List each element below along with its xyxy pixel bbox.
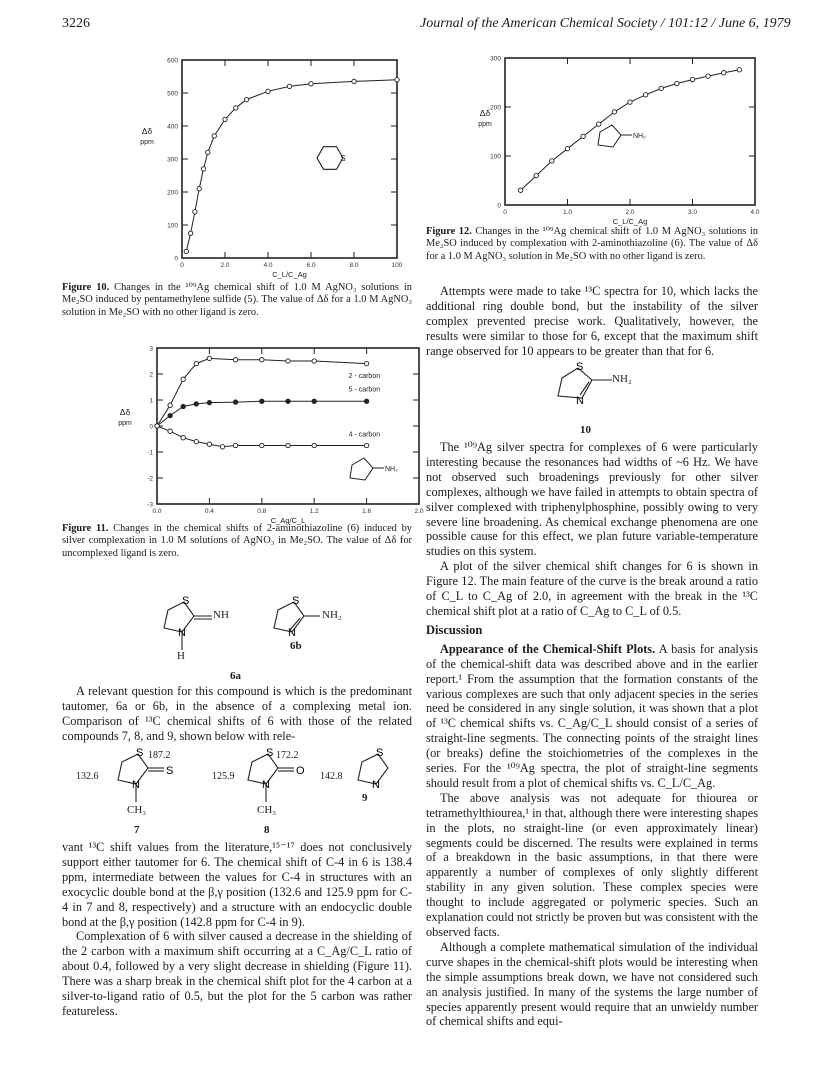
x-tick-label: 0.8 <box>257 508 267 515</box>
fig10-series-point <box>309 82 313 86</box>
compound-6b-label: 6b <box>290 640 302 652</box>
fig11-5-carbon-point <box>181 404 185 408</box>
fig12-series-point <box>659 86 663 90</box>
x-tick-label: 2.0 <box>625 209 635 216</box>
aminothiazoline-ring <box>350 458 373 480</box>
fig11-4-carbon-point <box>233 443 237 447</box>
x-tick-label: 2.0 <box>220 262 230 269</box>
left-para-1: A relevant question for this compound is which is the predominant tautomer, 6a or 6b, in the absence of a complexing metal ion. Comparison of ¹³C chemical shifts of 6 with those of the related compounds 7, 8, and 9, shown below with rele- <box>62 684 412 743</box>
structures-7-8-9 <box>62 744 412 824</box>
y-tick-label: 600 <box>167 57 178 65</box>
x-tick-label: 4.0 <box>263 262 273 269</box>
fig11-2-carbon-point <box>194 361 198 365</box>
fig12-series-point <box>706 74 710 78</box>
x-tick-label: 0 <box>503 209 507 216</box>
fig12-series-point <box>643 93 647 97</box>
svg-text:S: S <box>136 747 144 759</box>
y-tick-label: -3 <box>147 501 153 509</box>
shift-8-c2: 172.2 <box>276 750 299 761</box>
fig10-series-point <box>223 117 227 121</box>
y-tick-label: -1 <box>147 449 153 457</box>
fig12-series-point <box>550 159 554 163</box>
compound-8-label: 8 <box>264 824 270 836</box>
fig11-4-carbon-point <box>364 443 368 447</box>
fig12-series-point <box>675 81 679 85</box>
fig11-4-carbon-point <box>260 443 264 447</box>
figure-10-caption: Figure 10. Changes in the ¹⁰⁹Ag chemical shift of 1.0 M AgNO₃ solutions in Me₂SO induced by pentamethylene sulfide (5). The value of Δδ for a 1.0 M AgNO₃ solution in Me₂SO with no other ligand is zero. <box>62 282 412 318</box>
pentamethylene-sulfide-ring <box>317 147 346 170</box>
fig11-2-carbon-point <box>168 403 172 407</box>
fig11-5-carbon-point <box>364 399 368 403</box>
fig11-5-carbon-line <box>157 401 367 426</box>
y-tick-label: 1 <box>149 397 153 405</box>
figure-11-chart <box>62 340 424 525</box>
y-tick-label: 2 <box>149 371 153 379</box>
8-ch3-label: CH₃ <box>257 804 277 816</box>
fig11-ylabel: Δδ ppm <box>118 407 132 427</box>
fig10-series-point <box>244 97 248 101</box>
x-tick-label: 0.4 <box>204 508 214 515</box>
fig12-series-point <box>534 173 538 177</box>
y-tick-label: 200 <box>167 189 178 197</box>
page-number: 3226 <box>62 16 90 31</box>
fig10-series-point <box>184 249 188 253</box>
structure-10 <box>540 358 660 418</box>
discussion-heading: Discussion <box>426 622 483 637</box>
figure-12-caption: Figure 12. Changes in the ¹⁰⁹Ag chemical shift of 1.0 M AgNO₃ solutions in Me₂SO induced by complexation with 2-aminothiazoline (6). The value of Δδ for a 1.0 M AgNO₃ solution in Me₂SO with no other ligand is zero. <box>426 226 758 262</box>
x-tick-label: 8.0 <box>349 262 359 269</box>
fig11-2-carbon-point <box>181 377 185 381</box>
compound-10-label: 10 <box>580 424 591 436</box>
inset-nh2-label: NH₂ <box>385 466 398 473</box>
fig11-4-carbon-point <box>155 424 159 428</box>
svg-text:N: N <box>262 779 270 791</box>
svg-text:N: N <box>178 627 186 639</box>
fig11-2-carbon-point <box>260 358 264 362</box>
fig12-series-point <box>690 77 694 81</box>
x-tick-label: 2.0 <box>414 508 424 515</box>
fig12-series-point <box>737 68 741 72</box>
figure-10-chart <box>62 50 412 280</box>
fig12-series-point <box>628 100 632 104</box>
plot-frame <box>505 58 755 205</box>
fig11-5-carbon-point <box>260 399 264 403</box>
fig11-2-carbon-point <box>286 359 290 363</box>
svg-text:S: S <box>376 747 384 759</box>
fig11-4-carbon-point <box>220 445 224 449</box>
fig12-series-point <box>597 122 601 126</box>
left-para-2-3: vant ¹³C shift values from the literature,¹⁵⁻¹⁷ does not conclusively support either tautomer for 6. The chemical shift of C-4 in 6 is 138.4 ppm, intermediate between the values for C-4 in structures with an exocyclic double bond at the β,γ position (132.6 and 125.9 ppm for C-4 in 7 and 8, respectively) and a structure with an endocyclic double bond at the β,γ position (142.8 ppm for C-4 in 9). Complexation of 6 with silver caused a decrease in the shielding of the 2 carbon with a maximum shift occurring at a C_Ag/C_L ratio of about 0.4, followed by a very slight decrease in shielding (Figure 11). There was a sharp break in the chemical shift plot for the 4 carbon at a silver-to-ligand ratio of 0.5, but the plot for the 5 carbon was rather featureless. <box>62 840 412 1018</box>
shift-7-c4: 132.6 <box>76 771 99 782</box>
fig12-series-point <box>722 71 726 75</box>
shift-8-c4: 125.9 <box>212 771 235 782</box>
fig11-4-carbon-point <box>194 439 198 443</box>
runin-heading: Appearance of the Chemical-Shift Plots. <box>440 641 656 656</box>
x-tick-label: 100 <box>391 262 403 269</box>
x-tick-label: 1.2 <box>309 508 319 515</box>
shift-7-c2: 187.2 <box>148 750 171 761</box>
x-tick-label: 3.0 <box>687 209 698 216</box>
svg-text:N: N <box>288 627 296 639</box>
10-nh2-label: NH₂ <box>612 373 632 385</box>
x-axis-label: C_L/C_Ag <box>612 217 648 226</box>
structures-6a-6b <box>140 588 360 678</box>
y-tick-label: -2 <box>147 475 153 483</box>
y-tick-label: 300 <box>167 156 178 164</box>
fig10-series-line <box>186 80 397 252</box>
fig10-series-point <box>212 134 216 138</box>
figure-12-chart <box>470 50 770 230</box>
fig12-series-point <box>518 188 522 192</box>
fig10-series-point <box>193 210 197 214</box>
y-tick-label: 0 <box>497 202 501 210</box>
y-tick-label: 200 <box>490 104 501 112</box>
compound-9-label: 9 <box>362 792 368 804</box>
6a-h-label: H <box>177 650 185 662</box>
fig10-series-point <box>206 150 210 154</box>
fig10-ylabel: Δδ ppm <box>140 126 154 146</box>
svg-text:N: N <box>372 779 380 791</box>
svg-text:S: S <box>166 765 174 777</box>
y-tick-label: 0 <box>149 423 153 431</box>
fig11-4-carbon-point <box>286 443 290 447</box>
fig11-2-carbon-point <box>364 361 368 365</box>
inset-nh2-label: NH₂ <box>633 133 646 140</box>
fig11-4-carbon-point <box>207 442 211 446</box>
journal-header: Journal of the American Chemical Society / 101:12 / June 6, 1979 <box>420 16 791 31</box>
fig10-series-point <box>287 84 291 88</box>
y-tick-label: 0 <box>174 255 178 263</box>
fig11-2-carbon-point <box>312 359 316 363</box>
series-label-5-carbon: 5 - carbon <box>348 386 381 394</box>
svg-text:S: S <box>292 595 300 607</box>
svg-text:S: S <box>182 595 190 607</box>
right-para-1: Attempts were made to take ¹³C spectra for 10, which lacks the additional ring double bond, but the instability of the silver complex prevented precise work. Qualitatively, however, the results were similar to those for 6, except that the maximum shift range observed for 10 appears to be greater than that for 6. <box>426 284 758 358</box>
fig11-5-carbon-point <box>312 399 316 403</box>
compound-7-label: 7 <box>134 824 140 836</box>
y-tick-label: 400 <box>167 123 178 131</box>
x-tick-label: 1.0 <box>562 209 573 216</box>
svg-text:S: S <box>576 361 584 373</box>
fig11-5-carbon-point <box>168 413 172 417</box>
compound-6a-label: 6a <box>230 670 241 682</box>
x-tick-label: 0 <box>180 262 184 269</box>
shift-9-c4: 142.8 <box>320 771 343 782</box>
x-tick-label: 6.0 <box>306 262 316 269</box>
fig10-series-point <box>266 89 270 93</box>
svg-text:S: S <box>266 747 274 759</box>
y-tick-label: 100 <box>490 153 501 161</box>
svg-text:N: N <box>576 395 584 407</box>
fig10-series-point <box>234 106 238 110</box>
right-para-2-3: The ¹⁰⁹Ag silver spectra for complexes of 6 were particularly interesting because the resonances had widths of ~6 Hz. We have not observed such broadenings previously for other silver complexes, although we have failed in attempts to obtain spectra of silver complexed with triphenylphosphine, possibly owing to very severe line broadening. As chemical exchange phenomena are one possible cause for this effect, we plan future variable-temperature studies on this system. A plot of the silver chemical shift changes for 6 is shown in Figure 12. The main feature of the curve is the break around a ratio of C_L to C_Ag of 2.0, in agreement with the break in the ¹³C chemical shift plot at a ratio of C_Ag to C_L of 0.5. Discussion Appearance of the Chemical-Shift Plots. A basis for analysis of the chemical-shift data was described above and in the earlier report.¹ From the assumption that the formation constants of the various complexes are such that only adjacent species in the series need be considered in any single solution, it was shown that a plot of ¹³C chemical shifts vs. C_Ag/C_L should consist of a series of straight-line segments. The connecting points of the straight lines (or breaks) define the stoichiometries of the complexes in the series. For the ¹⁰⁹Ag spectra, the plot of straight-line segments should result from a plot of chemical shifts vs. C_L/C_Ag. The above analysis was not adequate for thiourea or tetramethylthiourea,¹ in that, although there were interesting shapes in the plots, no straight-line (or even approximately linear) segments could be discerned. The results were explained in terms of a breakdown in the basic assumptions, in that there were apparently a number of complexes of only slightly different stability in any given solution. These complex species were thought to include aggregated or polymeric species. Such an explanation could not strictly be proven but was consistent with the observed facts. Although a complete mathematical simulation of the individual curve shapes in the chemical-shift plots would be interesting when the simple assumptions break down, we have not considered such an analysis justified. In many of the systems the large number of species apparently present would require that an unwieldy number of chemical shifts and equi- <box>426 440 758 1029</box>
fig11-4-carbon-point <box>312 443 316 447</box>
6a-nh-label: NH <box>213 609 229 621</box>
fig12-series-point <box>612 110 616 114</box>
y-tick-label: 300 <box>490 55 501 63</box>
x-tick-label: 1.6 <box>362 508 372 515</box>
fig10-series-point <box>395 78 399 82</box>
series-label-4-carbon: 4 - carbon <box>348 431 381 439</box>
aminothiazoline-ring <box>598 125 621 147</box>
ring-sulfur-label: S <box>340 154 346 163</box>
x-tick-label: 4.0 <box>750 209 760 216</box>
x-tick-label: 0.0 <box>152 508 162 515</box>
y-tick-label: 100 <box>167 222 178 230</box>
figure-11-caption: Figure 11. Changes in the chemical shifts of 2-aminothiazoline (6) induced by silver complexation in 1.0 M solutions of AgNO₃ in Me₂SO. The value of Δδ for uncomplexed ligand is zero. <box>62 523 412 559</box>
fig11-2-carbon-line <box>157 358 367 426</box>
y-tick-label: 500 <box>167 90 178 98</box>
fig12-ylabel: Δδ ppm <box>478 108 492 128</box>
fig12-series-line <box>521 70 740 191</box>
fig11-5-carbon-point <box>286 399 290 403</box>
fig11-5-carbon-point <box>194 402 198 406</box>
fig10-series-point <box>188 231 192 235</box>
x-axis-label: C_L/C_Ag <box>272 270 307 279</box>
fig11-2-carbon-point <box>207 356 211 360</box>
fig11-5-carbon-point <box>233 400 237 404</box>
plot-frame <box>157 348 419 504</box>
svg-text:N: N <box>132 779 140 791</box>
fig10-series-point <box>352 79 356 83</box>
7-ch3-label: CH₃ <box>127 804 147 816</box>
fig10-series-point <box>197 187 201 191</box>
fig11-4-carbon-point <box>181 436 185 440</box>
series-label-2-carbon: 2 - carbon <box>348 373 381 381</box>
plot-frame <box>182 60 397 258</box>
6b-nh2-label: NH₂ <box>322 609 342 621</box>
fig11-2-carbon-point <box>233 358 237 362</box>
fig11-4-carbon-point <box>168 429 172 433</box>
fig12-series-point <box>565 146 569 150</box>
svg-text:O: O <box>296 765 305 777</box>
x-axis-label: C_Ag/C_L <box>270 516 306 525</box>
fig11-5-carbon-point <box>207 400 211 404</box>
fig12-series-point <box>581 134 585 138</box>
y-tick-label: 3 <box>149 345 153 353</box>
fig10-series-point <box>201 167 205 171</box>
